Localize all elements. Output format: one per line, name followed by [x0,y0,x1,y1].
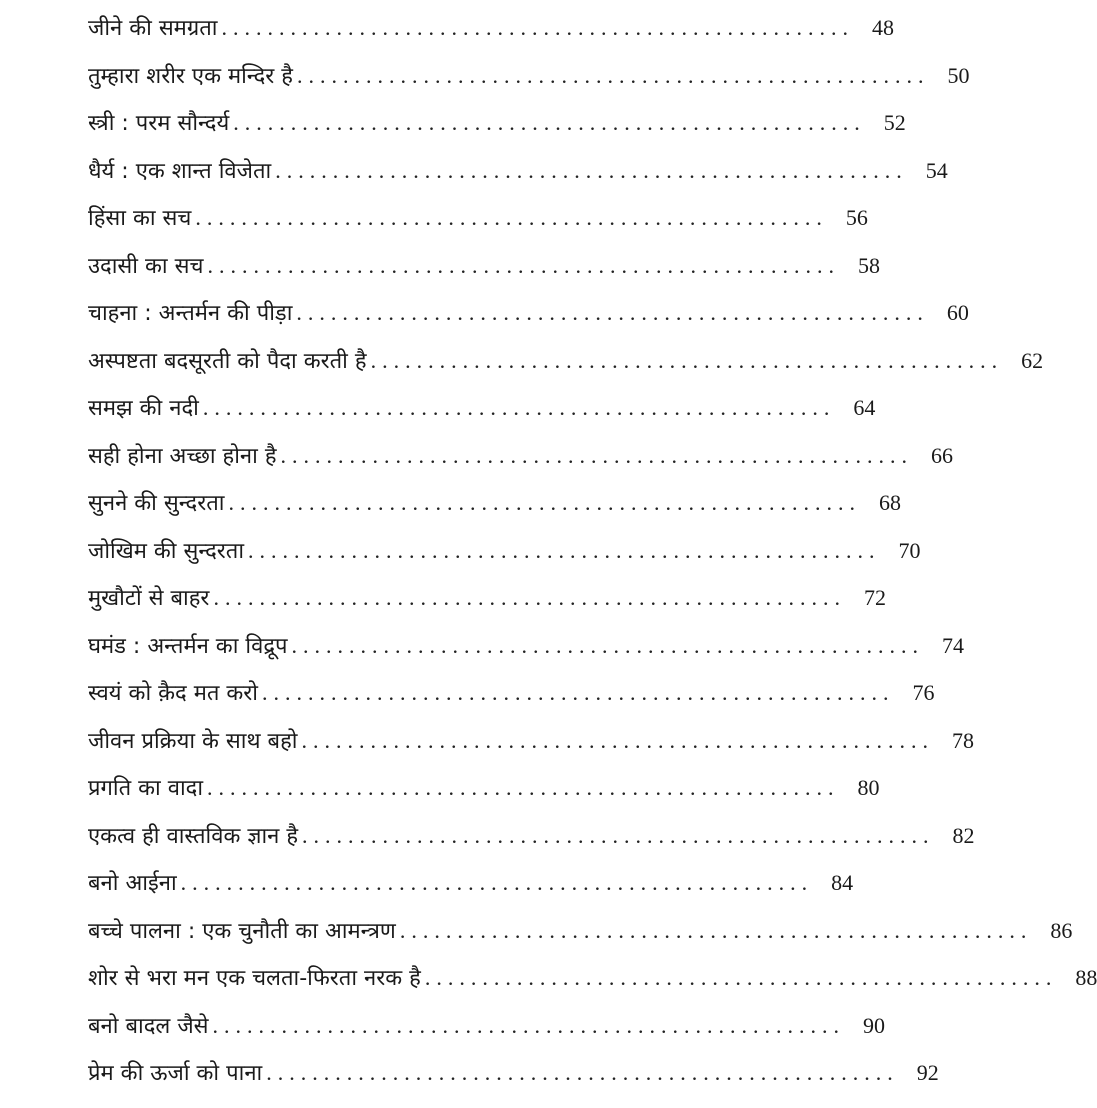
toc-leader-dots: ....................................................... [370,347,1004,373]
toc-leader-dots: ....................................................... [248,537,881,563]
toc-entry[interactable] [88,574,886,622]
toc-entry-title: प्रेम की ऊर्जा को पाना [88,1061,263,1086]
toc-entry-title: धैर्य : एक शान्त विजेता [88,158,272,184]
toc-entry-page: 92 [916,1060,939,1085]
toc-entry-page: 48 [872,15,894,40]
toc-entry-page: 54 [925,157,948,183]
toc-entry[interactable] [88,432,954,480]
toc-entry-page: 68 [878,490,901,515]
toc-entry[interactable] [88,4,894,52]
toc-entry-page: 78 [951,727,974,753]
toc-entry-page: 82 [952,822,975,848]
toc-entry[interactable] [88,147,948,195]
toc-entry[interactable] [88,1049,939,1097]
toc-entry-page: 56 [845,205,868,230]
toc-entry-title: स्वयं को क़ैद मत करो [88,681,258,706]
toc-entry[interactable] [88,859,854,907]
toc-entry[interactable] [88,907,1073,955]
toc-entry-page: 50 [947,62,970,88]
toc-entry[interactable] [88,242,880,290]
toc-entry-page: 60 [946,300,969,325]
toc-leader-dots: ....................................................... [180,870,814,895]
toc-entry-title: बनो आईना [88,871,177,896]
toc-entry[interactable] [88,99,906,147]
toc-entry-page: 66 [931,442,954,468]
toc-leader-dots: ....................................................... [212,1012,846,1038]
toc-leader-dots: ....................................................... [221,15,854,40]
toc-entry-page: 58 [857,252,880,278]
toc-entry-page: 80 [857,775,880,800]
toc-entry-title: सही होना अच्छा होना है [88,443,277,469]
toc-entry-page: 62 [1021,347,1044,373]
toc-entry-title: समझ की नदी [88,396,199,421]
toc-entry[interactable] [88,479,901,527]
toc-entry[interactable] [88,337,1044,385]
toc-entry[interactable] [88,289,969,337]
toc-leader-dots: ....................................................... [213,585,846,610]
toc-entry-page: 84 [831,870,854,895]
table-of-contents [88,4,1097,1097]
toc-entry-title: तुम्हारा शरीर एक मन्दिर है [88,63,293,89]
toc-entry-title: जोखिम की सुन्दरता [88,538,245,564]
toc-entry-title: शोर से भरा मन एक चलता-फिरता नरक है [88,966,421,991]
toc-entry[interactable] [88,764,880,812]
toc-leader-dots: ....................................................... [195,205,828,230]
toc-entry[interactable] [88,669,935,717]
toc-leader-dots: ....................................................... [202,395,836,420]
toc-entry-title: प्रगति का वादा [88,776,204,801]
toc-entry-page: 76 [912,680,935,705]
toc-entry-page: 52 [883,110,906,135]
toc-leader-dots: ....................................................... [301,727,934,753]
toc-leader-dots: ....................................................... [291,632,925,658]
toc-entry-title: बच्चे पालना : एक चुनौती का आमन्त्रण [88,918,396,944]
toc-entry-title: उदासी का सच [88,253,204,279]
toc-leader-dots: ....................................................... [228,490,861,515]
toc-entry-page: 86 [1050,917,1073,943]
toc-leader-dots: ....................................................... [261,680,895,705]
toc-entry-page: 88 [1075,965,1097,990]
toc-entry[interactable] [88,194,868,242]
toc-entry[interactable] [88,52,970,100]
toc-leader-dots: ....................................................... [296,300,929,325]
toc-leader-dots: ....................................................... [280,442,914,468]
toc-entry[interactable] [88,954,1097,1002]
toc-entry-title: घमंड : अन्तर्मन का विद्रूप [88,633,288,659]
toc-entry-title: मुखौटों से बाहर [88,586,210,611]
toc-leader-dots: ....................................................... [207,252,840,278]
toc-entry-title: जीवन प्रक्रिया के साथ बहो [88,728,298,754]
toc-entry-title: हिंसा का सच [88,206,192,231]
toc-leader-dots: ....................................................... [399,917,1033,943]
toc-entry-page: 90 [863,1012,886,1038]
toc-leader-dots: ....................................................... [233,110,866,135]
toc-leader-dots: ....................................................... [275,157,908,183]
toc-entry-page: 70 [898,537,921,563]
toc-entry-title: सुनने की सुन्दरता [88,491,225,516]
toc-entry-title: एकत्व ही वास्तविक ज्ञान है [88,823,299,849]
toc-entry[interactable] [88,527,921,575]
toc-entry[interactable] [88,1002,886,1050]
toc-entry-page: 72 [863,585,886,610]
toc-entry-title: अस्पष्टता बदसूरती को पैदा करती है [88,348,367,374]
toc-entry-page: 64 [853,395,876,420]
toc-entry[interactable] [88,384,876,432]
toc-entry-title: स्त्री : परम सौन्दर्य [88,111,230,136]
toc-leader-dots: ....................................................... [207,775,840,800]
toc-entry-title: बनो बादल जैसे [88,1013,209,1039]
toc-entry[interactable] [88,717,974,765]
toc-entry[interactable] [88,812,975,860]
toc-entry-title: चाहना : अन्तर्मन की पीड़ा [88,301,293,326]
toc-leader-dots: ....................................................... [296,62,930,88]
toc-entry[interactable] [88,622,965,670]
toc-leader-dots: ....................................................... [302,822,935,848]
toc-entry-page: 74 [942,632,965,658]
toc-leader-dots: ....................................................... [266,1060,899,1085]
toc-entry-title: जीने की समग्रता [88,16,218,41]
toc-leader-dots: ....................................................... [424,965,1058,990]
